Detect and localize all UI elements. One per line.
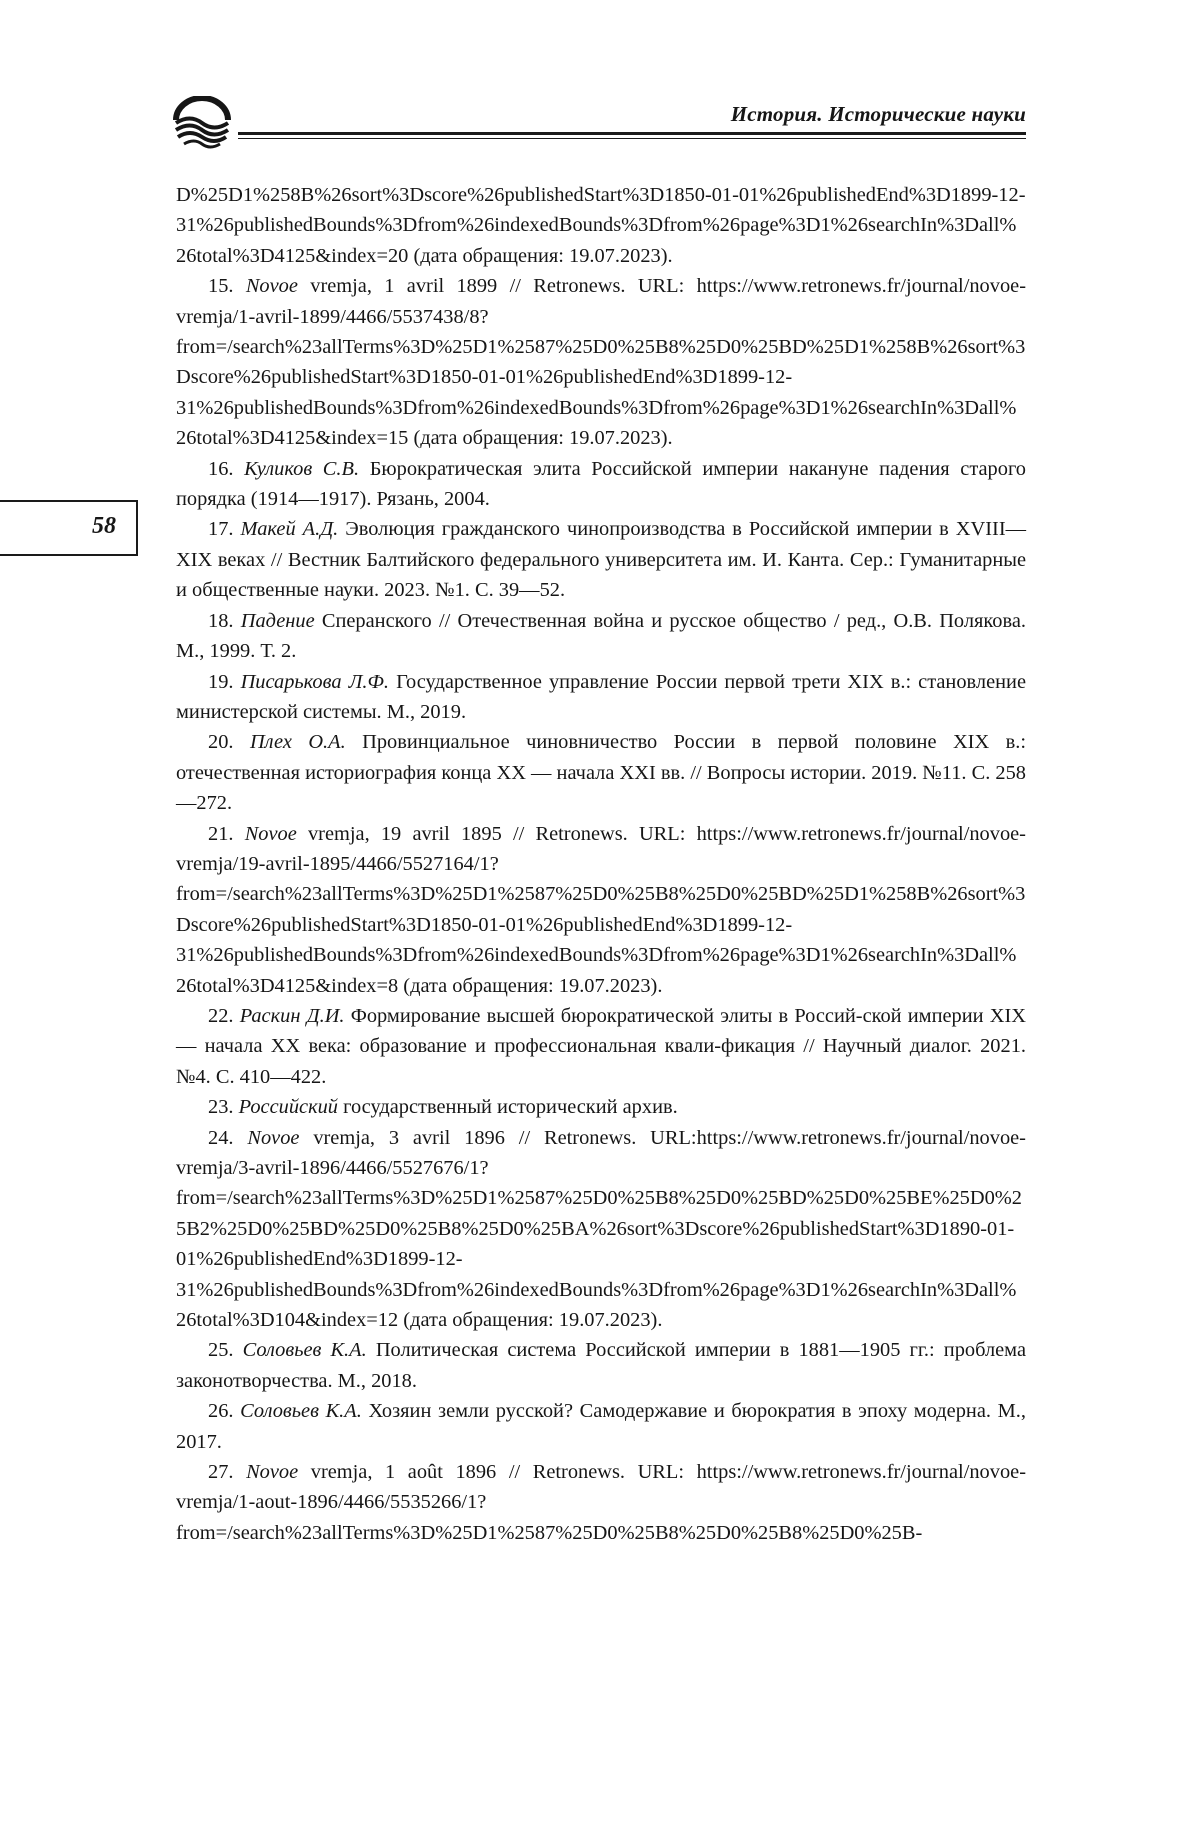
reference-author: Плех О.А. xyxy=(249,731,346,754)
reference-item-19 xyxy=(176,667,1026,728)
reference-item-17 xyxy=(176,514,1026,605)
reference-author: Российский xyxy=(238,1096,338,1119)
reference-number: 24. xyxy=(208,1126,234,1149)
reference-item-24 xyxy=(176,1123,1026,1336)
reference-text: государственный исторический архив. xyxy=(343,1096,678,1119)
reference-author: Раскин Д.И. xyxy=(239,1004,345,1027)
reference-number: 15. xyxy=(208,275,234,298)
reference-number: 18. xyxy=(208,609,234,632)
reference-text: vremja, 1 août 1896 // Retronews. URL: https://www.retronews.fr/journal/novoe-vremja/1-aout-1896/4466/5535266/1?from=/search%23allTerms%3D%25D1%2587%25D0%25B8%25D0%25B8%25D0%25B- xyxy=(176,1461,1026,1544)
reference-text: vremja, 3 avril 1896 // Retronews. URL:https://www.retronews.fr/journal/novoe-vremja/3-avril-1896/4466/5527676/1?from=/search%23allTerms%3D%25D1%2587%25D0%25B8%25D0%25BD%25D0%25BE%25D0%25B2%25D0%25BD%25D0%25B8%25D0%25BA%26sort%3Dscore%26publishedStart%3D1890-01-01%26publishedEnd%3D1899-12-31%26publishedBounds%3Dfrom%26indexedBounds%3Dfrom%26page%3D1%26searchIn%3Dall%26total%3D104&index=12 (дата обращения: 19.07.2023). xyxy=(176,1126,1026,1332)
page-number-box xyxy=(0,500,138,556)
reference-item-26 xyxy=(176,1396,1026,1457)
reference-text: vremja, 1 avril 1899 // Retronews. URL: https://www.retronews.fr/journal/novoe-vremja/1-avril-1899/4466/5537438/8?from=/search%23allTerms%3D%25D1%2587%25D0%25B8%25D0%25BD%25D1%258B%26sort%3Dscore%26publishedStart%3D1850-01-01%26publishedEnd%3D1899-12-31%26publishedBounds%3Dfrom%26indexedBounds%3Dfrom%26page%3D1%26searchIn%3Dall%26total%3D4125&index=15 (дата обращения: 19.07.2023). xyxy=(176,275,1026,450)
reference-text: vremja, 19 avril 1895 // Retronews. URL: https://www.retronews.fr/journal/novoe-vremja/19-avril-1895/4466/5527164/1?from=/search%23allTerms%3D%25D1%2587%25D0%25B8%25D0%25BD%25D1%258B%26sort%3Dscore%26publishedStart%3D1850-01-01%26publishedEnd%3D1899-12-31%26publishedBounds%3Dfrom%26indexedBounds%3Dfrom%26page%3D1%26searchIn%3Dall%26total%3D4125&index=8 (дата обращения: 19.07.2023). xyxy=(176,822,1026,997)
reference-text: Бюрократическая элита Российской империи накануне падения старого порядка (1914—1917). Рязань, 2004. xyxy=(176,457,1026,511)
reference-number: 19. xyxy=(208,670,234,693)
reference-number: 22. xyxy=(208,1004,234,1027)
reference-number: 20. xyxy=(208,731,234,754)
reference-item-21 xyxy=(176,819,1026,1001)
reference-text: Хозяин земли русской? Самодержавие и бюрократия в эпоху модерна. М., 2017. xyxy=(176,1400,1026,1453)
reference-item-23 xyxy=(176,1092,1026,1122)
reference-text: D%25D1%258B%26sort%3Dscore%26publishedStart%3D1850-01-01%26publishedEnd%3D1899-12-31%26publishedBounds%3Dfrom%26indexedBounds%3Dfrom%26page%3D1%26searchIn%3Dall%26total%3D4125&index=20 (дата обращения: 19.07.2023). xyxy=(176,184,1026,267)
reference-number: 25. xyxy=(208,1339,234,1362)
reference-item-22 xyxy=(176,1001,1026,1092)
reference-item-15 xyxy=(176,271,1026,453)
reference-author: Novoe xyxy=(247,1126,300,1149)
reference-item-16 xyxy=(176,454,1026,515)
reference-item-27 xyxy=(176,1457,1026,1548)
reference-number: 26. xyxy=(208,1400,234,1423)
reference-author: Соловьев К.А. xyxy=(240,1400,362,1423)
reference-text: Государственное управление России первой трети XIX в.: становление министерской системы. М., 2019. xyxy=(176,670,1026,723)
reference-list xyxy=(176,180,1026,1548)
publisher-wave-logo-icon xyxy=(170,96,234,152)
reference-author: Novoe xyxy=(245,275,298,298)
reference-item-20 xyxy=(176,727,1026,818)
reference-item-18 xyxy=(176,606,1026,667)
reference-item-14-continued xyxy=(176,180,1026,271)
reference-author: Соловьев К.А. xyxy=(242,1339,367,1362)
reference-text: Эволюция гражданского чинопроизводства в Российской империи в XVIII—XIX веках // Вестник Балтийского федерального университета им. И. Канта. Сер.: Гуманитарные и общественные науки. 2023. №1. С. 39—52. xyxy=(176,518,1027,602)
running-header-title: История. Исторические науки xyxy=(730,102,1026,126)
reference-author: Куликов С.В. xyxy=(244,457,360,480)
reference-author: Макей А.Д. xyxy=(240,518,339,541)
running-header xyxy=(170,96,1026,152)
reference-item-25 xyxy=(176,1335,1026,1396)
reference-number: 21. xyxy=(208,822,234,845)
reference-author: Novoe xyxy=(244,822,297,845)
reference-number: 23. xyxy=(208,1096,234,1119)
reference-number: 16. xyxy=(208,457,234,480)
header-rule-thick xyxy=(238,132,1026,135)
page-number: 58 xyxy=(92,513,116,539)
reference-author: Novoe xyxy=(246,1461,299,1484)
reference-text: Сперанского // Отечественная война и русское общество / ред., О.В. Полякова. М., 1999. Т. 2. xyxy=(176,609,1026,663)
reference-number: 17. xyxy=(208,518,234,541)
reference-text: Провинциальное чиновничество России в первой половине XIX в.: отечественная историография конца XX — начала XXI вв. // Вопросы истории. 2019. №11. С. 258—272. xyxy=(176,731,1026,815)
reference-author: Писарькова Л.Ф. xyxy=(240,670,389,693)
header-rule-thin xyxy=(238,138,1026,139)
reference-number: 27. xyxy=(208,1461,234,1484)
reference-text: Политическая система Российской империи в 1881—1905 гг.: проблема законотворчества. М., 2018. xyxy=(176,1339,1026,1392)
reference-text: Формирование высшей бюрократической элиты в Россий-ской империи XIX — начала XX века: образование и профессиональная квали-фикация // Научный диалог. 2021. №4. С. 410—422. xyxy=(176,1004,1026,1088)
reference-author: Падение xyxy=(240,609,315,632)
